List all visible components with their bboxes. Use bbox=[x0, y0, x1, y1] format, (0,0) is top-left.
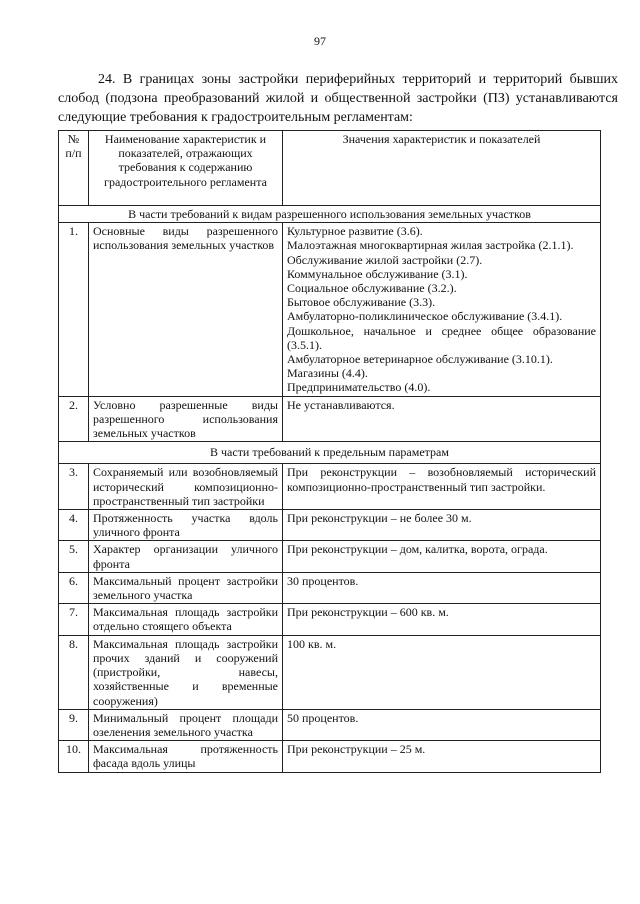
row-number: 10. bbox=[59, 741, 89, 772]
row-value: Не устанавливаются. bbox=[283, 396, 601, 442]
row-number: 7. bbox=[59, 604, 89, 635]
row-characteristic: Основные виды разрешенного использования земельных участков bbox=[89, 223, 283, 396]
table-header-row bbox=[59, 131, 601, 206]
row-number: 6. bbox=[59, 572, 89, 603]
header-number: № п/п bbox=[59, 131, 89, 206]
permitted-use-item: Предпринимательство (4.0). bbox=[287, 380, 431, 395]
page-number: 97 bbox=[314, 34, 326, 48]
row-value: При реконструкции – 600 кв. м. bbox=[283, 604, 601, 635]
row-number: 1. bbox=[59, 223, 89, 396]
row-value: 50 процентов. bbox=[283, 709, 601, 740]
row-number: 9. bbox=[59, 709, 89, 740]
row-number: 4. bbox=[59, 510, 89, 541]
table-row bbox=[59, 572, 601, 603]
permitted-use-item: Обслуживание жилой застройки (2.7). bbox=[287, 252, 483, 267]
row-value-list bbox=[283, 223, 601, 396]
row-characteristic: Максимальная площадь застройки отдельно стоящего объекта bbox=[89, 604, 283, 635]
permitted-use-item: Магазины (4.4). bbox=[287, 366, 368, 381]
row-number: 5. bbox=[59, 541, 89, 572]
row-number: 2. bbox=[59, 396, 89, 442]
table-row bbox=[59, 223, 601, 396]
row-characteristic: Характер организации уличного фронта bbox=[89, 541, 283, 572]
table-row bbox=[59, 464, 601, 510]
header-characteristic-name: Наименование характеристик и показателей, отражающих требования к содержанию градостроительного регламента bbox=[89, 131, 283, 206]
section-params-title: В части требований к предельным параметрам bbox=[59, 442, 601, 464]
row-value: 30 процентов. bbox=[283, 572, 601, 603]
permitted-use-item: Дошкольное, начальное и среднее общее образование (3.5.1). bbox=[287, 323, 596, 352]
row-characteristic: Условно разрешенные виды разрешенного использования земельных участков bbox=[89, 396, 283, 442]
table-row bbox=[59, 541, 601, 572]
section-use-title: В части требований к видам разрешенного использования земельных участков bbox=[59, 206, 601, 223]
row-value: При реконструкции – не более 30 м. bbox=[283, 510, 601, 541]
table-row bbox=[59, 741, 601, 772]
row-characteristic: Сохраняемый или возобновляемый исторический композиционно-пространственный тип застройки bbox=[89, 464, 283, 510]
row-value: При реконструкции – 25 м. bbox=[283, 741, 601, 772]
permitted-use-item: Культурное развитие (3.6). bbox=[287, 224, 423, 239]
permitted-use-item: Амбулаторно-поликлиническое обслуживание (3.4.1). bbox=[287, 309, 563, 324]
regulation-table bbox=[58, 130, 601, 773]
row-characteristic: Максимальная протяженность фасада вдоль улицы bbox=[89, 741, 283, 772]
permitted-use-item: Бытовое обслуживание (3.3). bbox=[287, 295, 436, 310]
row-value: При реконструкции – дом, калитка, ворота, ограда. bbox=[283, 541, 601, 572]
section-row-params bbox=[59, 442, 601, 464]
table-row bbox=[59, 709, 601, 740]
table-row bbox=[59, 396, 601, 442]
permitted-use-item: Амбулаторное ветеринарное обслуживание (3.10.1). bbox=[287, 352, 553, 367]
table-row bbox=[59, 635, 601, 709]
row-number: 8. bbox=[59, 635, 89, 709]
row-characteristic: Максимальный процент застройки земельного участка bbox=[89, 572, 283, 603]
row-characteristic: Протяженность участка вдоль уличного фронта bbox=[89, 510, 283, 541]
permitted-use-item: Малоэтажная многоквартирная жилая застройка (2.1.1). bbox=[287, 238, 574, 253]
row-characteristic: Минимальный процент площади озеленения земельного участка bbox=[89, 709, 283, 740]
row-value: 100 кв. м. bbox=[283, 635, 601, 709]
section-row-use bbox=[59, 206, 601, 223]
header-characteristic-value: Значения характеристик и показателей bbox=[283, 131, 601, 206]
table-row bbox=[59, 604, 601, 635]
row-characteristic: Максимальная площадь застройки прочих зданий и сооружений (пристройки, навесы, хозяйственные и временные сооружения) bbox=[89, 635, 283, 709]
row-value: При реконструкции – возобновляемый исторический композиционно-пространственный тип застройки. bbox=[283, 464, 601, 510]
row-number: 3. bbox=[59, 464, 89, 510]
intro-paragraph: 24. В границах зоны застройки периферийных территорий и территорий бывших слобод (подзона преобразований жилой и общественной застройки (ПЗ) устанавливаются следующие требования к градостроительным регламентам: bbox=[58, 72, 618, 125]
table-row bbox=[59, 510, 601, 541]
permitted-use-item: Социальное обслуживание (3.2.). bbox=[287, 281, 457, 296]
permitted-use-item: Коммунальное обслуживание (3.1). bbox=[287, 266, 468, 281]
